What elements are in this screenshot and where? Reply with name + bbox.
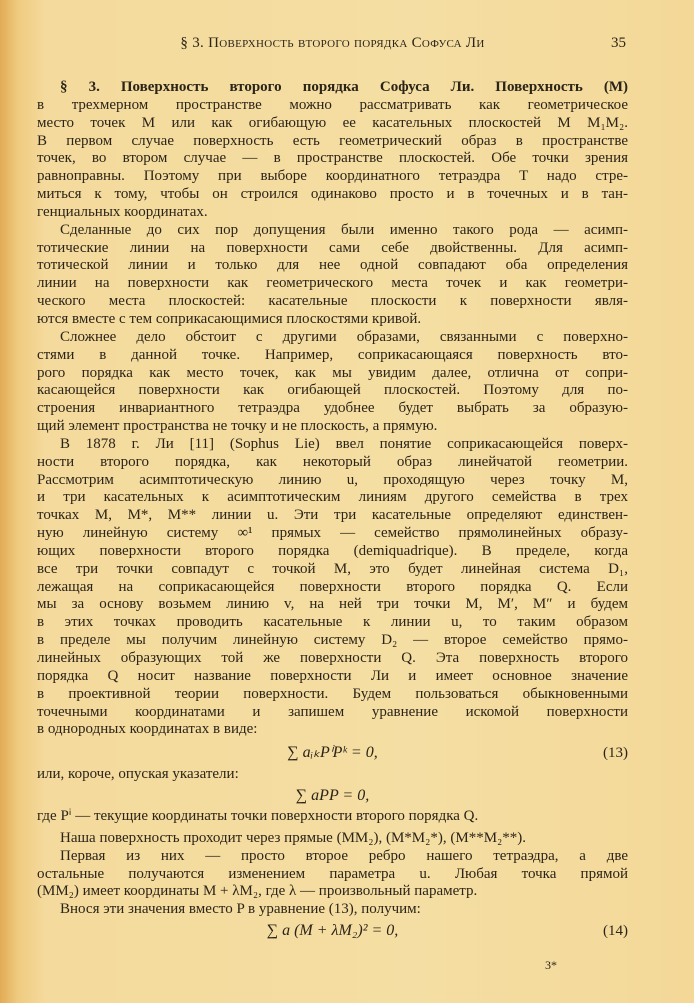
equation (37, 919, 628, 943)
text-line: точках M, M*, M** линии u. Эти три касательные определяют единствен- (37, 507, 628, 524)
equation-expression: ∑ a (M + λM₂)² = 0, (266, 922, 399, 940)
text-line: стями в данной точке. Например, соприкасающаяся поверхность вто- (37, 346, 628, 363)
text-line: тотические линии на поверхности сами себе двойственны. Для асимп- (37, 239, 628, 256)
text-line: место точек M или как огибающую ее касательных плоскостей M M₁M₂. (37, 114, 628, 131)
text-line: мы за основу возьмем линию v, на ней три точки M, M′, M″ и будем (37, 596, 628, 613)
text-line: точечными координатами и запишем уравнение искомой поверхности (37, 703, 628, 720)
text-line: в этих точках проводить касательные к линии u, то таким образом (37, 614, 628, 631)
text-line: миться к тому, чтобы он строился одинаково просто и в точечных и в тан- (37, 186, 628, 203)
text-line: строения инвариантного тетраэдра удобнее будет выбрать за образую- (37, 400, 628, 417)
paragraph (37, 848, 628, 902)
text-line: Первая из них — просто второе ребро нашего тетраэдра, а две (60, 847, 628, 864)
text-line: ющих поверхности второго порядка (demiquadrique). В пределе, когда (37, 542, 628, 559)
equation-expression: ∑ aᵢₖPⁱPᵏ = 0, (287, 744, 378, 762)
text-line: лежащая на соприкасающейся поверхности второго порядка Q. Если (37, 578, 628, 595)
text-line: Наша поверхность проходит через прямые (MM₂), (M*M₂*), (M**M₂**). (60, 829, 527, 846)
signature-mark: 3* (545, 958, 557, 972)
text-line: генциальных координатах. (37, 203, 208, 220)
text-line: (MM₂) имеет координаты M + λM₂, где λ — произвольный параметр. (37, 883, 478, 900)
text-line: ются вместе с тем соприкасающимися плоскостями кривой. (37, 310, 422, 327)
equation-number: (14) (603, 923, 628, 940)
text-line: ности второго порядка, как некоторый образ линейчатой геометрии. (37, 453, 628, 470)
text-line: равноправны. Поэтому при выборе координатного тетраэдра T надо стре- (37, 168, 628, 185)
text-line: щий элемент пространства не точку и не плоскость, а прямую. (37, 418, 438, 435)
text-line: В первом случае поверхность есть геометрический образ в пространстве (37, 132, 628, 149)
text-line: линейных образующих той же поверхности Q. Эта поверхность второго (37, 650, 628, 666)
equation-expression: ∑ aPP = 0, (295, 787, 370, 805)
text-line: в однородных координатах в виде: (37, 721, 258, 738)
text-line: § 3. Поверхность второго порядка Софуса Ли. Поверхность (M) (60, 79, 628, 95)
text-line: Рассмотрим асимптотическую линию u, проходящую через точку M, (37, 471, 628, 488)
text-line: порядка Q носит название поверхности Ли и имеет основное значение (37, 667, 628, 684)
text-line: в трехмерном пространстве можно рассматривать как геометрическое (37, 96, 628, 113)
equation (37, 741, 628, 765)
text-line: остальные получаются изменением параметра u. Любая точка прямой (37, 865, 628, 882)
paragraph (37, 329, 628, 436)
equation (37, 784, 628, 808)
text-line-block (37, 808, 628, 826)
running-head (37, 35, 628, 55)
paragraph (37, 222, 628, 329)
paragraph (37, 901, 628, 919)
text-line: касающейся поверхности как огибающей плоскостей. Поэтому для по- (37, 382, 628, 399)
paragraph (37, 830, 628, 848)
text-line: линии на поверхности как геометрического места точек и как геометри- (37, 275, 628, 292)
text-line: все три точки совпадут с точкой M, это будет линейная система D₁, (37, 560, 628, 577)
text-line: где Pⁱ — текущие координаты точки поверхности второго порядка Q. (37, 808, 479, 825)
page-body (37, 79, 628, 943)
text-line: ную линейную систему ∞¹ прямых — семейство прямолинейных образу- (37, 525, 628, 542)
paragraph (37, 436, 628, 739)
text-line: тотической линии и только для нее одной совпадают оба определения (37, 257, 628, 274)
text-line: В 1878 г. Ли [11] (Sophus Lie) ввел понятие соприкасающейся поверх- (60, 435, 628, 452)
page-number: 35 (611, 35, 626, 51)
paragraph (37, 79, 628, 222)
equation-number: (13) (603, 745, 628, 762)
text-line-block (37, 766, 628, 784)
text-line: Сложнее дело обстоит с другими образами, связанными с поверхно- (60, 328, 628, 345)
text-line: точек, во втором случае — в пространстве плоскостей. Обе точки зрения (37, 150, 628, 167)
text-line: рого порядка как место точек, как мы увидим далее, отлична от сопри- (37, 364, 628, 381)
text-line: или, короче, опуская указатели: (37, 766, 239, 783)
text-line: в пределе мы получим линейную систему D₂ — второе семейство прямо- (37, 632, 628, 649)
text-line: и три касательных к асимптотическим линиям другого семейства в трех (37, 489, 628, 506)
text-line: ческого места плоскостей: касательные плоскости к поверхности явля- (37, 293, 628, 310)
text-line: Внося эти значения вместо P в уравнение (13), получим: (60, 901, 421, 918)
running-title: § 3. Поверхность второго порядка Софуса Ли (180, 35, 485, 51)
text-line: Сделанные до сих пор допущения были именно такого рода — асимп- (60, 221, 628, 238)
text-line: в проективной теории поверхности. Будем пользоваться обыкновенными (37, 685, 628, 702)
